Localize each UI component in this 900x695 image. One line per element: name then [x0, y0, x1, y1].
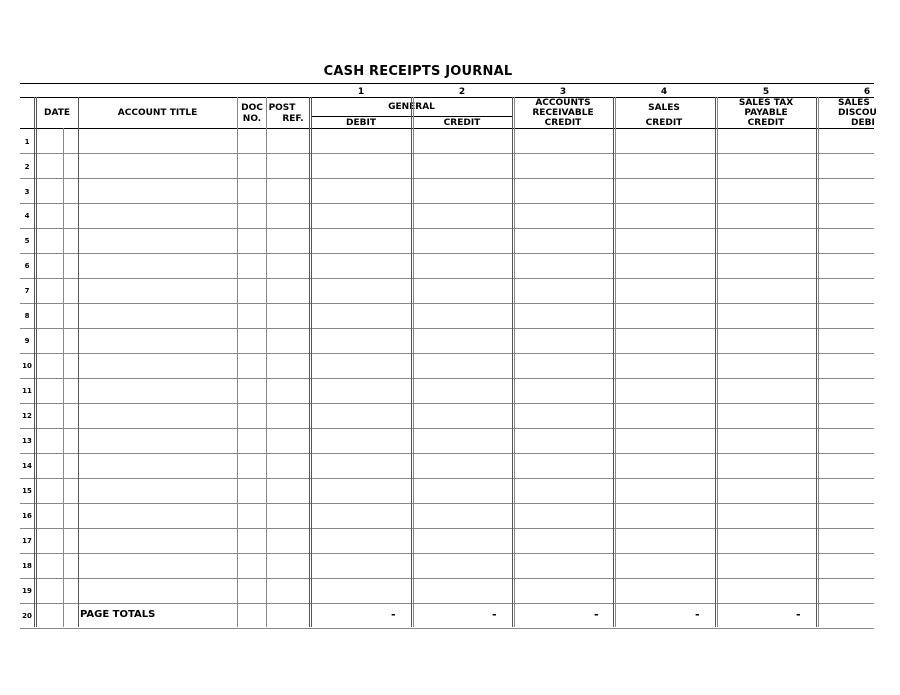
header-general-credit: CREDIT: [443, 118, 481, 128]
header-general-debit: DEBIT: [346, 118, 376, 128]
header-ar-line3: CREDIT: [544, 118, 582, 128]
page-totals-label: PAGE TOTALS: [80, 609, 156, 620]
header-sales-tax-line2: PAYABLE: [744, 108, 788, 118]
row-rule: [20, 628, 874, 629]
header-general: GENERAL: [388, 102, 435, 112]
header-discount-line3: DEBI: [851, 118, 875, 128]
header-date: DATE: [43, 108, 71, 118]
row-rule: [20, 153, 874, 154]
header-top-rule: [20, 97, 874, 98]
row-rule: [20, 528, 874, 529]
header-bottom-rule: [20, 128, 874, 129]
total-general-credit: -: [492, 608, 497, 621]
column-rule: [514, 97, 515, 627]
column-rule: [311, 97, 312, 627]
row-number-11: 11: [22, 387, 32, 395]
row-rule: [20, 553, 874, 554]
column-rule: [512, 97, 513, 627]
total-sales: -: [695, 608, 700, 621]
column-rule: [63, 128, 64, 627]
column-rule: [309, 97, 310, 627]
header-ar-line1: ACCOUNTS: [535, 98, 591, 108]
row-number-10: 10: [22, 362, 32, 370]
column-rule: [78, 97, 79, 627]
column-rule: [34, 97, 35, 627]
row-number-17: 17: [22, 537, 32, 545]
row-number-2: 2: [24, 163, 30, 171]
row-number-3: 3: [24, 188, 30, 196]
column-rule: [717, 97, 718, 627]
column-rule: [36, 97, 37, 627]
total-accounts-receivable: -: [594, 608, 599, 621]
row-number-18: 18: [22, 562, 32, 570]
column-rule: [615, 97, 616, 627]
header-discount-line1: SALES: [838, 98, 870, 108]
total-sales-tax: -: [796, 608, 801, 621]
row-rule: [20, 603, 874, 604]
column-number-1: 1: [357, 87, 365, 97]
row-number-9: 9: [24, 337, 30, 345]
column-number-4: 4: [660, 87, 668, 97]
row-rule: [20, 253, 874, 254]
column-rule: [818, 97, 819, 627]
header-doc-no: NO.: [242, 114, 262, 124]
row-rule: [20, 403, 874, 404]
row-number-5: 5: [24, 237, 30, 245]
row-number-12: 12: [22, 412, 32, 420]
header-sales-credit: CREDIT: [645, 118, 683, 128]
row-rule: [20, 303, 874, 304]
row-number-7: 7: [24, 287, 30, 295]
header-discount-line2: DISCOU: [838, 108, 877, 118]
column-rule: [237, 97, 238, 627]
row-number-16: 16: [22, 512, 32, 520]
row-number-8: 8: [24, 312, 30, 320]
row-rule: [20, 353, 874, 354]
header-sales-tax-line3: CREDIT: [747, 118, 785, 128]
row-number-13: 13: [22, 437, 32, 445]
row-rule: [20, 578, 874, 579]
column-rule: [715, 97, 716, 627]
row-number-15: 15: [22, 487, 32, 495]
column-rule: [413, 97, 414, 627]
row-number-6: 6: [24, 262, 30, 270]
row-rule: [20, 503, 874, 504]
total-general-debit: -: [391, 608, 396, 621]
column-number-6: 6: [863, 87, 871, 97]
header-sales-tax-line1: SALES TAX: [738, 98, 794, 108]
row-number-14: 14: [22, 462, 32, 470]
journal-title: CASH RECEIPTS JOURNAL: [323, 64, 513, 79]
column-rule: [411, 97, 412, 627]
header-post: POST: [268, 103, 296, 113]
row-rule: [20, 203, 874, 204]
row-number-1: 1: [24, 138, 30, 146]
row-rule: [20, 228, 874, 229]
header-sales: SALES: [648, 103, 680, 113]
row-rule: [20, 178, 874, 179]
column-rule: [266, 97, 267, 627]
row-rule: [20, 428, 874, 429]
header-ar-line2: RECEIVABLE: [532, 108, 594, 118]
column-number-3: 3: [559, 87, 567, 97]
header-account-title: ACCOUNT TITLE: [117, 108, 198, 118]
row-rule: [20, 328, 874, 329]
row-rule: [20, 478, 874, 479]
row-number-4: 4: [24, 212, 30, 220]
row-rule: [20, 453, 874, 454]
column-rule: [816, 97, 817, 627]
header-post-ref: REF.: [282, 114, 304, 124]
row-rule: [20, 278, 874, 279]
header-doc: DOC: [241, 103, 263, 113]
title-rule: [20, 83, 874, 84]
column-number-2: 2: [458, 87, 466, 97]
row-rule: [20, 378, 874, 379]
row-number-20: 20: [22, 612, 32, 620]
column-rule: [613, 97, 614, 627]
row-number-19: 19: [22, 587, 32, 595]
column-number-5: 5: [762, 87, 770, 97]
